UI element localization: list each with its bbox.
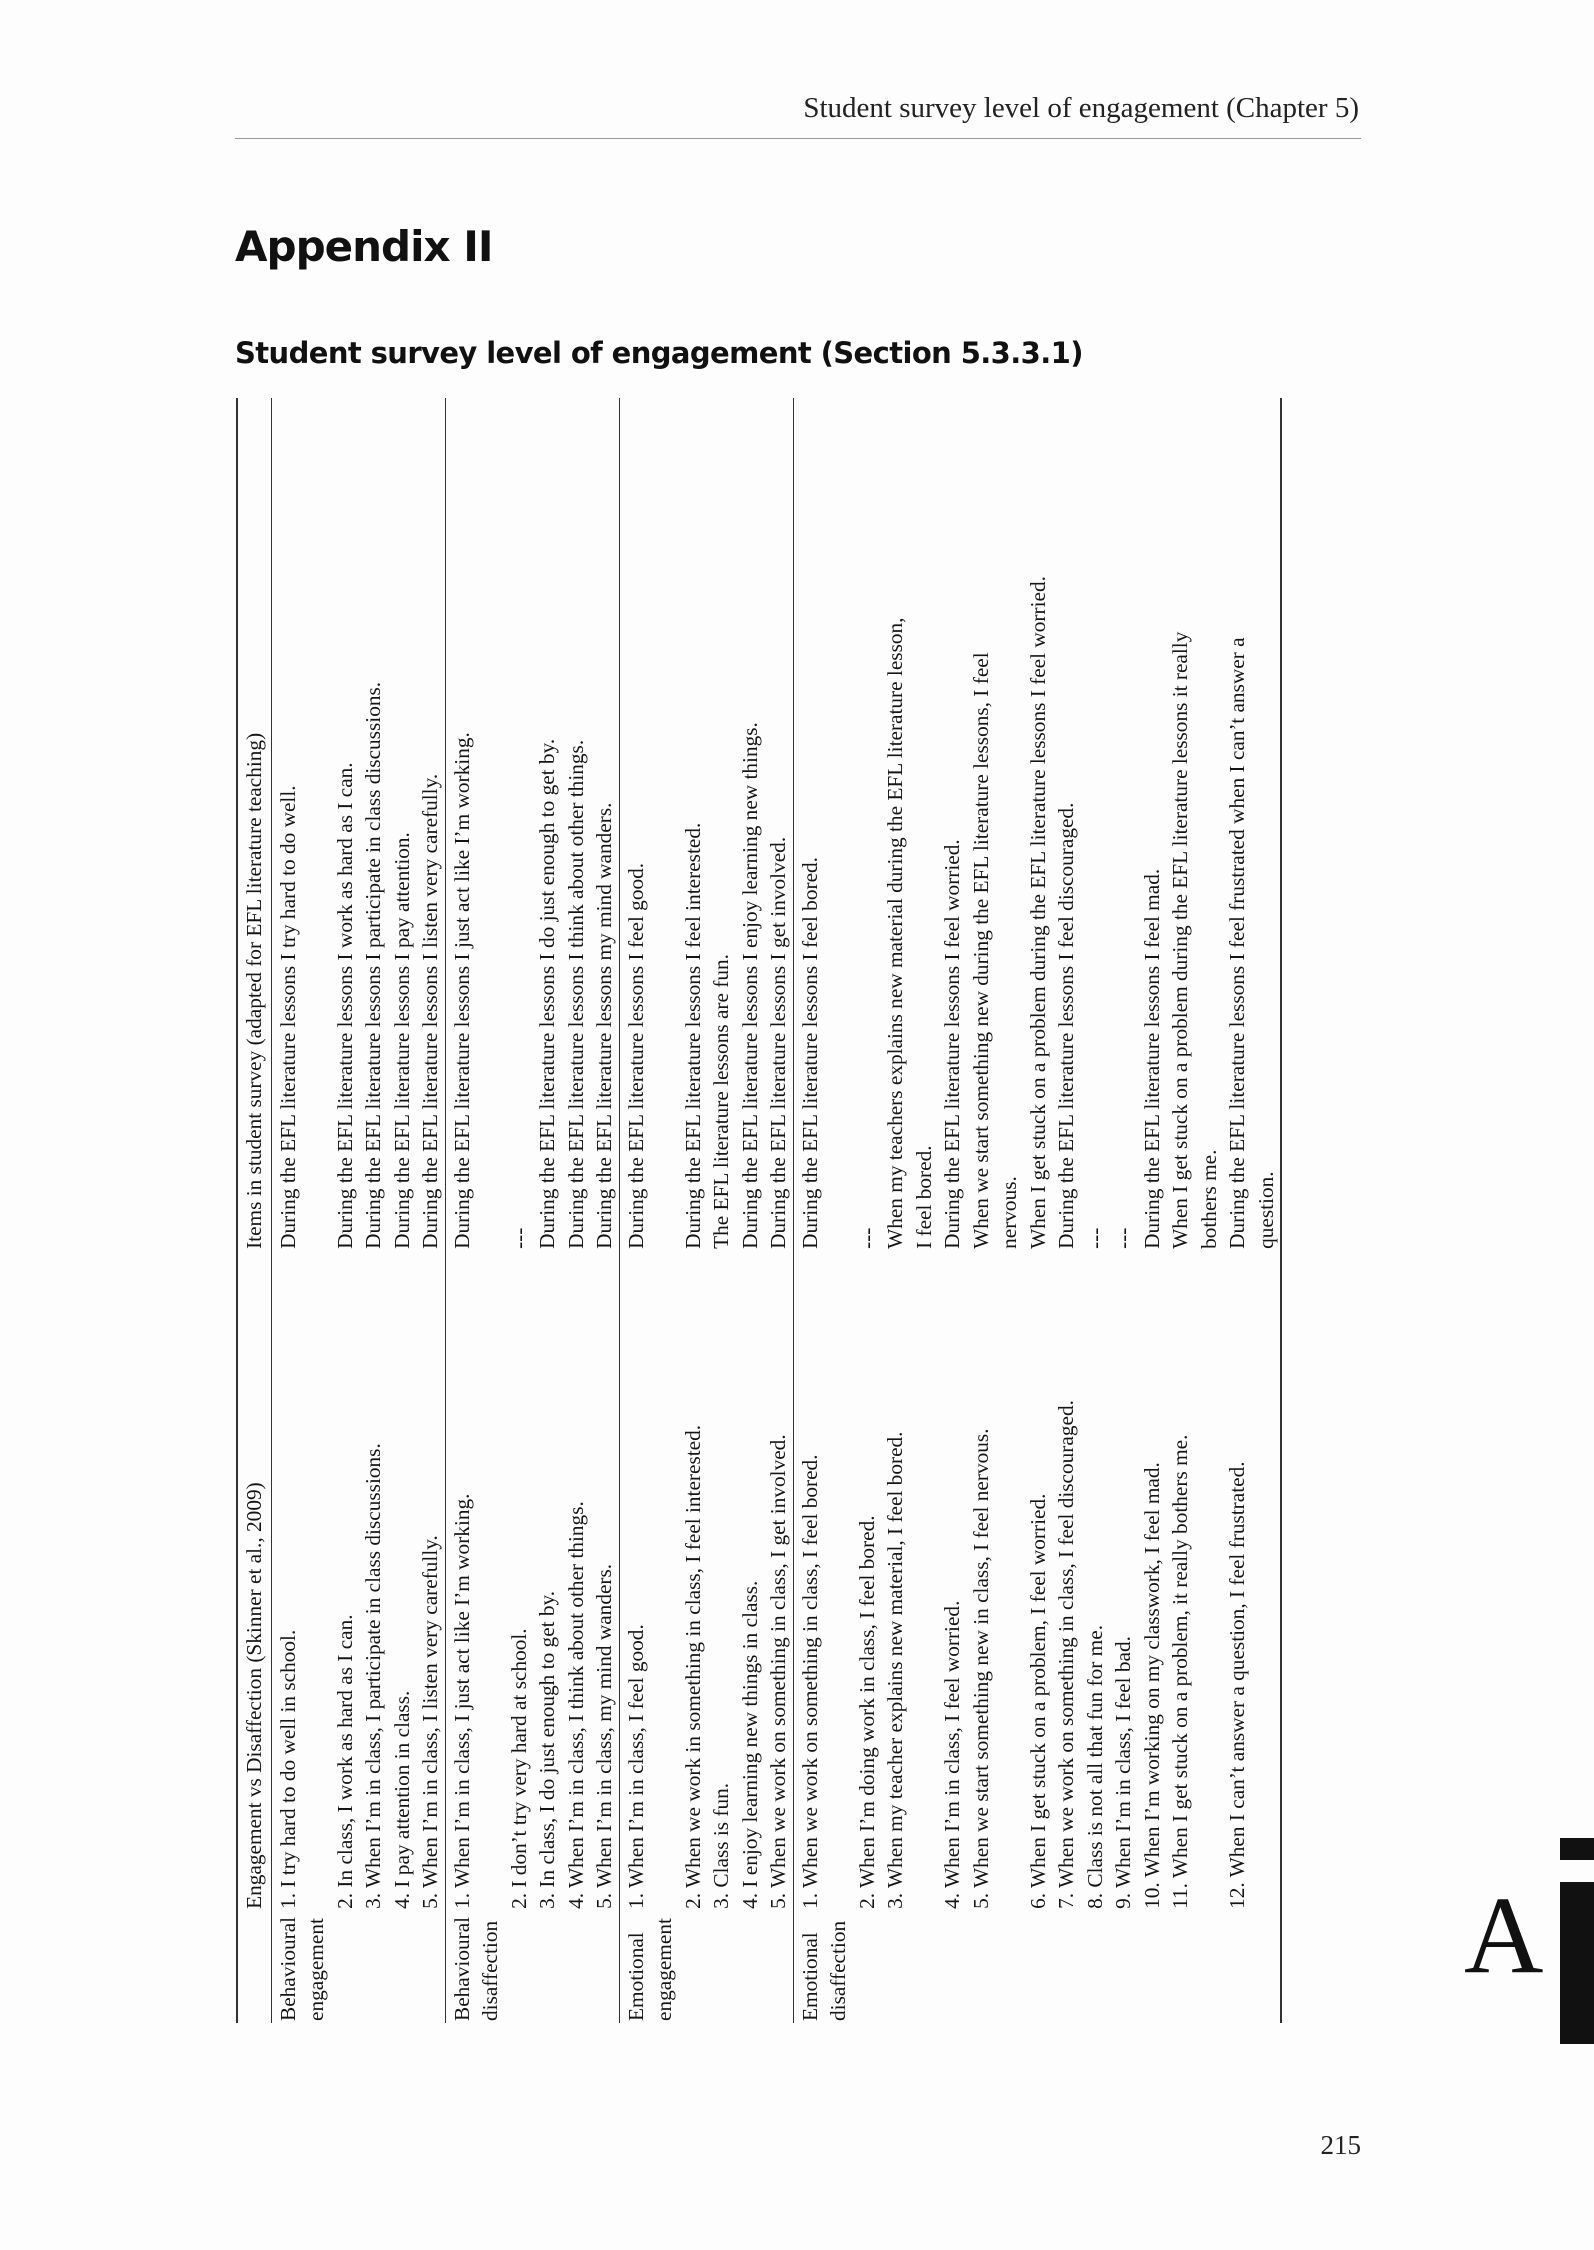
table-row [967, 398, 1024, 2023]
category-cell [271, 1917, 331, 2023]
category-label: engagement [304, 1918, 328, 2021]
original-item: 9. When I’m in class, I feel bad. [1111, 1636, 1135, 1909]
header-adapted-items: Items in student survey (adapted for EFL literature teaching) [237, 398, 271, 1259]
original-item: 3. When my teacher explains new material, I feel bored. [883, 1431, 907, 1909]
adapted-item-line: question. [1253, 1171, 1278, 1249]
adapted-item: During the EFL literature lessons I think about other things. [563, 739, 588, 1249]
adapted-item: During the EFL literature lessons I feel discouraged. [1054, 802, 1078, 1249]
adapted-item: --- [854, 1227, 879, 1249]
adapted-item-line: When I get stuck on a problem during the EFL literature lessons it really [1168, 631, 1192, 1249]
category-cell [619, 1917, 679, 2023]
adapted-item [967, 398, 1024, 1259]
table-row [1138, 398, 1167, 2023]
adapted-item: The EFL literature lessons are fun. [709, 954, 733, 1249]
adapted-item: During the EFL literature lessons I just act like I’m working. [445, 398, 505, 1259]
table-row [853, 398, 882, 2023]
original-item: 8. Class is not all that fun for me. [1082, 1624, 1107, 1909]
adapted-item-line: nervous. [997, 1176, 1021, 1249]
adapted-item: During the EFL literature lessons I feel worried. [940, 839, 964, 1249]
adapted-item: During the EFL literature lessons I get involved. [766, 836, 790, 1249]
table-row [1052, 398, 1081, 2023]
table-row [679, 398, 708, 2023]
category-cell [359, 1917, 388, 2023]
table-row [736, 398, 765, 2023]
table-row [1024, 398, 1053, 2023]
section-subtitle: Student survey level of engagement (Section 5.3.3.1) [235, 336, 1083, 370]
category-cell [388, 1917, 417, 2023]
table-row [416, 398, 445, 2023]
original-item: 5. When we start something new in class, I feel nervous. [968, 1428, 993, 1909]
category-cell [881, 1917, 938, 2023]
category-cell [736, 1917, 765, 2023]
adapted-item: --- [506, 1227, 531, 1249]
category-cell [764, 1917, 793, 2023]
adapted-item: During the EFL literature lessons I feel mad. [1139, 868, 1164, 1249]
adapted-item: During the EFL literature lessons I feel bored. [793, 398, 853, 1259]
category-label: disaffection [478, 1920, 502, 2021]
category-cell [562, 1917, 591, 2023]
table-header-row [237, 398, 271, 2023]
table-row [1081, 398, 1110, 2023]
category-cell [679, 1917, 708, 2023]
thumb-index-letter: A [1464, 1874, 1544, 1996]
original-item: 4. When I’m in class, I feel worried. [940, 1600, 964, 1909]
adapted-item-line: When we start something new during the EFL literature lessons, I feel [968, 652, 993, 1249]
thumb-index-tab-small [1560, 1838, 1594, 1860]
adapted-item: During the EFL literature lessons I try hard to do well. [275, 785, 300, 1249]
header-category [237, 1917, 271, 2023]
category-cell [707, 1917, 736, 2023]
category-cell [331, 1917, 360, 2023]
category-cell [533, 1917, 562, 2023]
page-number: 215 [1320, 2130, 1361, 2160]
category-cell [1166, 1917, 1223, 2023]
original-item: 4. When I’m in class, I think about other things. [563, 1501, 588, 1909]
original-item: 11. When I get stuck on a problem, it really bothers me. [1168, 1434, 1192, 1909]
table-row [562, 398, 591, 2023]
original-item: 5. When I’m in class, my mind wanders. [592, 1563, 616, 1909]
adapted-item-line: During the EFL literature lessons I feel frustrated when I can’t answer a [1225, 637, 1249, 1249]
original-item: 12. When I can’t answer a question, I feel frustrated. [1223, 1259, 1281, 1917]
category-cell [1052, 1917, 1081, 2023]
adapted-item: During the EFL literature lessons I listen very carefully. [418, 773, 442, 1249]
category-cell [416, 1917, 445, 2023]
category-cell [938, 1917, 967, 2023]
table-row [793, 398, 853, 2023]
category-cell [1109, 1917, 1138, 2023]
adapted-item: --- [1111, 1227, 1135, 1249]
adapted-item-line: I feel bored. [911, 1145, 936, 1249]
original-item: 1. I try hard to do well in school. [275, 1629, 300, 1909]
category-cell [853, 1917, 882, 2023]
original-item: 5. When I’m in class, I listen very carefully. [418, 1535, 442, 1909]
table-row [707, 398, 736, 2023]
adapted-item: When I get stuck on a problem during the EFL literature lessons I feel worried. [1025, 576, 1050, 1249]
table-row [1223, 398, 1281, 2023]
adapted-item: During the EFL literature lessons I feel interested. [680, 822, 705, 1249]
category-cell [793, 1917, 853, 2023]
table-row [619, 398, 679, 2023]
adapted-item: During the EFL literature lessons I enjoy learning new things. [737, 722, 762, 1249]
table-row [938, 398, 967, 2023]
original-item: 6. When I get stuck on a problem, I feel worried. [1025, 1493, 1050, 1909]
category-cell [1138, 1917, 1167, 2023]
adapted-item [1223, 398, 1281, 1259]
category-label: Behavioural [449, 1916, 474, 2021]
thumb-index-tab [1560, 1882, 1594, 2044]
original-item: 1. When I’m in class, I just act like I’m working. [445, 1259, 505, 1917]
original-item: 3. When I’m in class, I participate in class discussions. [361, 1443, 385, 1909]
adapted-item-line: bothers me. [1196, 1149, 1221, 1249]
adapted-item: --- [1082, 1227, 1107, 1249]
survey-table [236, 398, 1282, 2023]
header-original-scale: Engagement vs Disaffection (Skinner et al., 2009) [237, 1259, 271, 1917]
category-label: Emotional [623, 1932, 648, 2021]
original-item: 2. I don’t try very hard at school. [506, 1628, 531, 1909]
table-row [505, 398, 534, 2023]
adapted-item: During the EFL literature lessons I pay attention. [389, 832, 414, 1249]
table-row [533, 398, 562, 2023]
category-cell [1223, 1917, 1281, 2023]
table-row [764, 398, 793, 2023]
original-item: 4. I enjoy learning new things in class. [737, 1580, 762, 1909]
category-cell [1081, 1917, 1110, 2023]
adapted-item: During the EFL literature lessons I feel good. [619, 398, 679, 1259]
category-cell [445, 1917, 505, 2023]
original-item: 2. When I’m doing work in class, I feel bored. [854, 1515, 879, 1909]
original-item: 1. When we work on something in class, I feel bored. [793, 1259, 853, 1917]
category-label: engagement [652, 1918, 676, 2021]
original-item: 5. When we work on something in class, I get involved. [766, 1434, 790, 1909]
table-row [388, 398, 417, 2023]
adapted-item [1166, 398, 1223, 1259]
original-item: 10. When I’m working on my classwork, I feel mad. [1139, 1462, 1164, 1909]
running-header: Student survey level of engagement (Chapter 5) [803, 92, 1359, 124]
appendix-title: Appendix II [235, 222, 493, 271]
table-row [359, 398, 388, 2023]
table-row [331, 398, 360, 2023]
original-item: 3. In class, I do just enough to get by. [535, 1590, 559, 1909]
category-label: Emotional [797, 1932, 822, 2021]
header-rule [235, 138, 1361, 139]
adapted-item [881, 398, 938, 1259]
original-item: 7. When we work on something in class, I feel discouraged. [1054, 1400, 1078, 1909]
table-row [1166, 398, 1223, 2023]
category-cell [590, 1917, 619, 2023]
original-item: 1. When I’m in class, I feel good. [619, 1259, 679, 1917]
table-row [881, 398, 938, 2023]
adapted-item: During the EFL literature lessons my mind wanders. [592, 802, 616, 1249]
original-item: 2. In class, I work as hard as I can. [332, 1614, 357, 1909]
category-cell [505, 1917, 534, 2023]
adapted-item: During the EFL literature lessons I do just enough to get by. [535, 738, 559, 1249]
table-row [271, 398, 331, 2023]
category-label: Behavioural [275, 1916, 300, 2021]
rotated-table-container [236, 398, 1374, 2023]
adapted-item-line: When my teachers explains new material during the EFL literature lesson, [883, 617, 907, 1249]
table-row [590, 398, 619, 2023]
category-cell [1024, 1917, 1053, 2023]
category-cell [967, 1917, 1024, 2023]
category-label: disaffection [826, 1920, 850, 2021]
original-item: 4. I pay attention in class. [389, 1690, 414, 1909]
table-row [445, 398, 505, 2023]
original-item: 2. When we work in something in class, I feel interested. [680, 1424, 705, 1909]
table-row [1109, 398, 1138, 2023]
adapted-item: During the EFL literature lessons I work as hard as I can. [332, 762, 357, 1249]
original-item: 3. Class is fun. [709, 1782, 733, 1909]
adapted-item: During the EFL literature lessons I participate in class discussions. [361, 681, 385, 1249]
